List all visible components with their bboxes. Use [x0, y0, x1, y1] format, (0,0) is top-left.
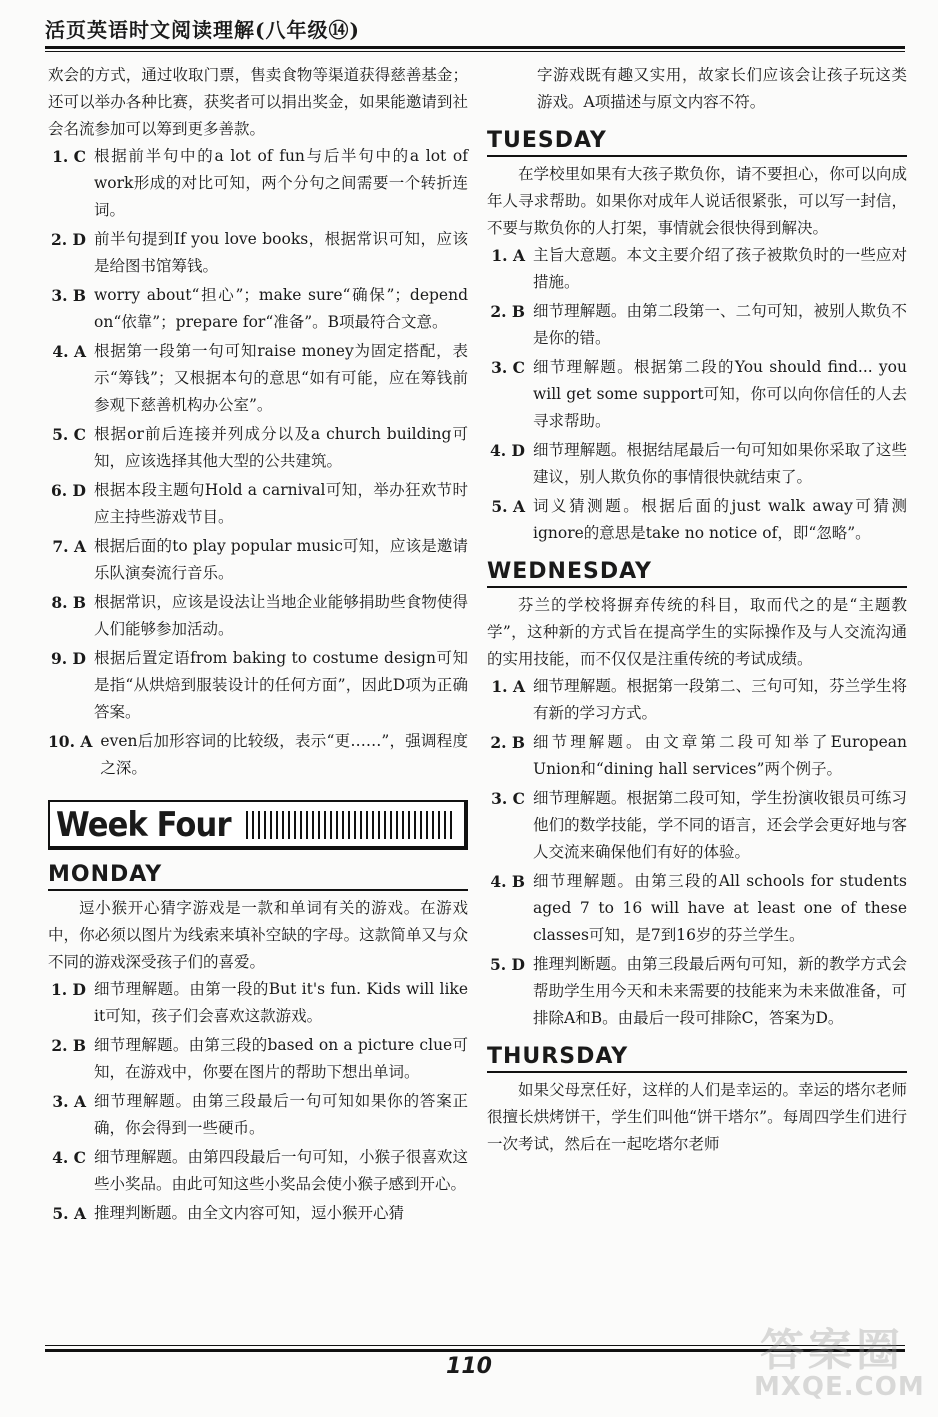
answer-number: 5. A	[52, 1204, 86, 1223]
answer-number: 4. C	[52, 1148, 86, 1167]
barcode-decoration	[246, 811, 456, 839]
answer-number: 5. C	[52, 425, 86, 444]
answer-explanation: 细节理解题。由第三段的based on a picture clue可知，在游戏中，你要在图片的帮助下想出单词。	[94, 1036, 468, 1081]
answer-item	[48, 589, 468, 643]
answer-item	[487, 785, 907, 866]
answer-explanation: 细节理解题。由文章第二段可知举了European Union和“dining hall services”两个例子。	[533, 733, 907, 778]
answer-explanation: 细节理解题。由第一段的But it's fun. Kids will like it可知，孩子们会喜欢这款游戏。	[94, 980, 468, 1025]
answer-item	[48, 143, 468, 224]
watermark-text-url: MXQE.COM	[754, 1372, 925, 1402]
answer-number: 1. A	[491, 677, 525, 696]
answer-item	[48, 533, 468, 587]
answer-explanation: 细节理解题。根据第一段第二、三句可知，芬兰学生将有新的学习方式。	[533, 677, 907, 722]
tuesday-summary: 在学校里如果有大孩子欺负你，请不要担心，你可以向成年人寻求帮助。如果你对成年人说话很紧张，可以写一封信，不要与欺负你的人打架，事情就会很快得到解决。	[487, 165, 907, 237]
week-title: Week Four	[56, 805, 231, 845]
section-rule	[487, 155, 907, 157]
answer-number: 8. B	[51, 593, 86, 612]
answer-explanation: 细节理解题。由第三段最后一句可知如果你的答案正确，你会得到一些硬币。	[94, 1092, 468, 1137]
answer-explanation: 细节理解题。根据第二段的You should find... you will get some support可知，你可以向你信任的人去寻求帮助。	[533, 358, 907, 430]
answer-item	[48, 645, 468, 726]
answer-item	[487, 298, 907, 352]
answer-number: 2. B	[490, 302, 525, 321]
answer-item	[487, 437, 907, 491]
answer-item	[48, 728, 468, 782]
answer-item	[487, 493, 907, 547]
section-heading-wednesday: WEDNESDAY	[487, 559, 652, 584]
answer-item	[487, 868, 907, 949]
answer-item	[487, 242, 907, 296]
answer-number: 5. D	[489, 955, 525, 974]
answer-explanation: 根据第一段第一句可知raise money为固定搭配，表示“筹钱”；又根据本句的意思“如有可能，应在筹钱前参观下慈善机构办公室”。	[94, 342, 468, 414]
section-heading-thursday: THURSDAY	[487, 1044, 629, 1069]
page-header	[45, 8, 905, 48]
answer-item	[487, 951, 907, 1032]
header-rule	[45, 46, 905, 49]
answer-number: 9. D	[50, 649, 86, 668]
answer-item	[487, 729, 907, 783]
answer-item	[487, 673, 907, 727]
answer-number: 7. A	[52, 537, 86, 556]
answer-item	[48, 421, 468, 475]
answer-explanation: 细节理解题。由第四段最后一句可知，小猴子很喜欢这些小奖品。由此可知这些小奖品会使小猴子感到开心。	[94, 1148, 468, 1193]
section-rule	[487, 1071, 907, 1073]
right-column	[487, 62, 907, 1158]
answer-number: 4. A	[52, 342, 86, 361]
wednesday-summary: 芬兰的学校将摒弃传统的科目，取而代之的是“主题教学”，这种新的方式旨在提高学生的实际操作及与人交流沟通的实用技能，而不仅仅是注重传统的考试成绩。	[487, 596, 907, 668]
answer-explanation: 根据本段主题句Hold a carnival可知，举办狂欢节时应主持些游戏节目。	[94, 481, 468, 526]
carnival-answer-list	[48, 143, 468, 782]
answer-item	[48, 338, 468, 419]
section-heading-tuesday: TUESDAY	[487, 128, 607, 153]
answer-explanation: 细节理解题。由第二段第一、二句可知，被别人欺负不是你的错。	[533, 302, 907, 347]
wednesday-answer-list	[487, 673, 907, 1032]
answer-number: 1. C	[52, 147, 86, 166]
answer-number: 4. B	[490, 872, 525, 891]
answer-explanation: worry about“担心”；make sure“确保”；depend on“依靠”；prepare for“准备”。B项最符合文意。	[94, 286, 468, 331]
answer-explanation: 根据后置定语from baking to costume design可知是指“从烘焙到服装设计的任何方面”，因此D项为正确答案。	[94, 649, 468, 721]
answer-item	[48, 1088, 468, 1142]
answer-number: 3. B	[51, 286, 86, 305]
answer-explanation: 细节理解题。根据结尾最后一句可知如果你采取了这些建议，别人欺负你的事情很快就结束了。	[533, 441, 907, 486]
answer-explanation: 根据常识，应该是设法让当地企业能够捐助些食物使得人们能够参加活动。	[94, 593, 468, 638]
answer-item	[487, 354, 907, 435]
answer-item	[48, 226, 468, 280]
answer-item	[48, 1032, 468, 1086]
monday-summary: 逗小猴开心猜字游戏是一款和单词有关的游戏。在游戏中，你必须以图片为线索来填补空缺的字母。这款简单又与众不同的游戏深受孩子们的喜爱。	[48, 899, 468, 971]
answer-number: 2. D	[50, 230, 86, 249]
answer-item	[48, 976, 468, 1030]
monday-answer-continued: 字游戏既有趣又实用，故家长们应该会让孩子玩这类游戏。A项描述与原文内容不符。	[537, 66, 907, 111]
section-rule	[487, 586, 907, 588]
answer-explanation: 细节理解题。根据第二段可知，学生扮演收银员可练习他们的数学技能，学不同的语言，还会学会更好地与客人交流来确保他们有好的体验。	[533, 789, 907, 861]
answer-number: 3. A	[52, 1092, 86, 1111]
thursday-summary: 如果父母烹任好，这样的人们是幸运的。幸运的塔尔老师很擅长烘烤饼干，学生们叫他“饼干塔尔”。每周四学生们进行一次考试，然后在一起吃塔尔老师	[487, 1081, 907, 1153]
answer-number: 10. A	[48, 732, 93, 751]
answer-item	[48, 477, 468, 531]
answer-item	[48, 282, 468, 336]
header-rule-thin	[45, 51, 905, 52]
monday-answer-list	[48, 976, 468, 1227]
answer-number: 3. C	[491, 789, 525, 808]
left-column	[48, 62, 468, 1229]
answer-explanation: 根据前半句中的a lot of fun与后半句中的a lot of work形成的对比可知，两个分句之间需要一个转折连词。	[94, 147, 468, 219]
section-rule	[48, 889, 468, 891]
section-heading-monday: MONDAY	[48, 862, 163, 887]
page-number: 110	[446, 1354, 492, 1379]
answer-explanation: 词义猜测题。根据后面的just walk away可猜测ignore的意思是take no notice of，即“忽略”。	[533, 497, 907, 542]
answer-item	[48, 1200, 468, 1227]
answer-number: 5. A	[491, 497, 525, 516]
answer-number: 3. C	[491, 358, 525, 377]
week-banner	[48, 800, 468, 850]
tuesday-answer-list	[487, 242, 907, 547]
book-title: 活页英语时文阅读理解(八年级⑭)	[45, 18, 360, 42]
answer-number: 2. B	[51, 1036, 86, 1055]
answer-number: 1. D	[50, 980, 86, 999]
answer-explanation: 根据or前后连接并列成分以及a church building可知，应该选择其他大型的公共建筑。	[94, 425, 468, 470]
answer-number: 4. D	[489, 441, 525, 460]
answer-number: 1. A	[491, 246, 525, 265]
watermark-text-cn: 答案圈	[760, 1325, 904, 1376]
answer-item	[48, 1144, 468, 1198]
answer-explanation: 前半句提到If you love books，根据常识可知，应该是给图书馆筹钱。	[94, 230, 468, 275]
answer-explanation: 推理判断题。由第三段最后两句可知，新的教学方式会帮助学生用今天和未来需要的技能来为未来做准备，可排除A和B。由最后一段可排除C，答案为D。	[533, 955, 907, 1027]
carnival-answer-intro: 欢会的方式，通过收取门票，售卖食物等渠道获得慈善基金；还可以举办各种比赛，获奖者可以捐出奖金，如果能邀请到社会名流参加可以筹到更多善款。	[48, 66, 468, 138]
answer-number: 6. D	[50, 481, 86, 500]
answer-explanation: 主旨大意题。本文主要介绍了孩子被欺负时的一些应对措施。	[533, 246, 907, 291]
answer-number: 2. B	[490, 733, 525, 752]
answer-explanation: 细节理解题。由第三段的All schools for students aged 7 to 16 will have at least one of these classes可知，是7到16岁的芬兰学生。	[533, 872, 907, 944]
answer-explanation: 根据后面的to play popular music可知，应该是邀请乐队演奏流行音乐。	[94, 537, 468, 582]
answer-explanation: 推理判断题。由全文内容可知，逗小猴开心猜	[94, 1204, 405, 1222]
answer-explanation: even后加形容词的比较级，表示“更……”，强调程度之深。	[100, 732, 468, 777]
watermark-logo	[740, 1310, 930, 1410]
